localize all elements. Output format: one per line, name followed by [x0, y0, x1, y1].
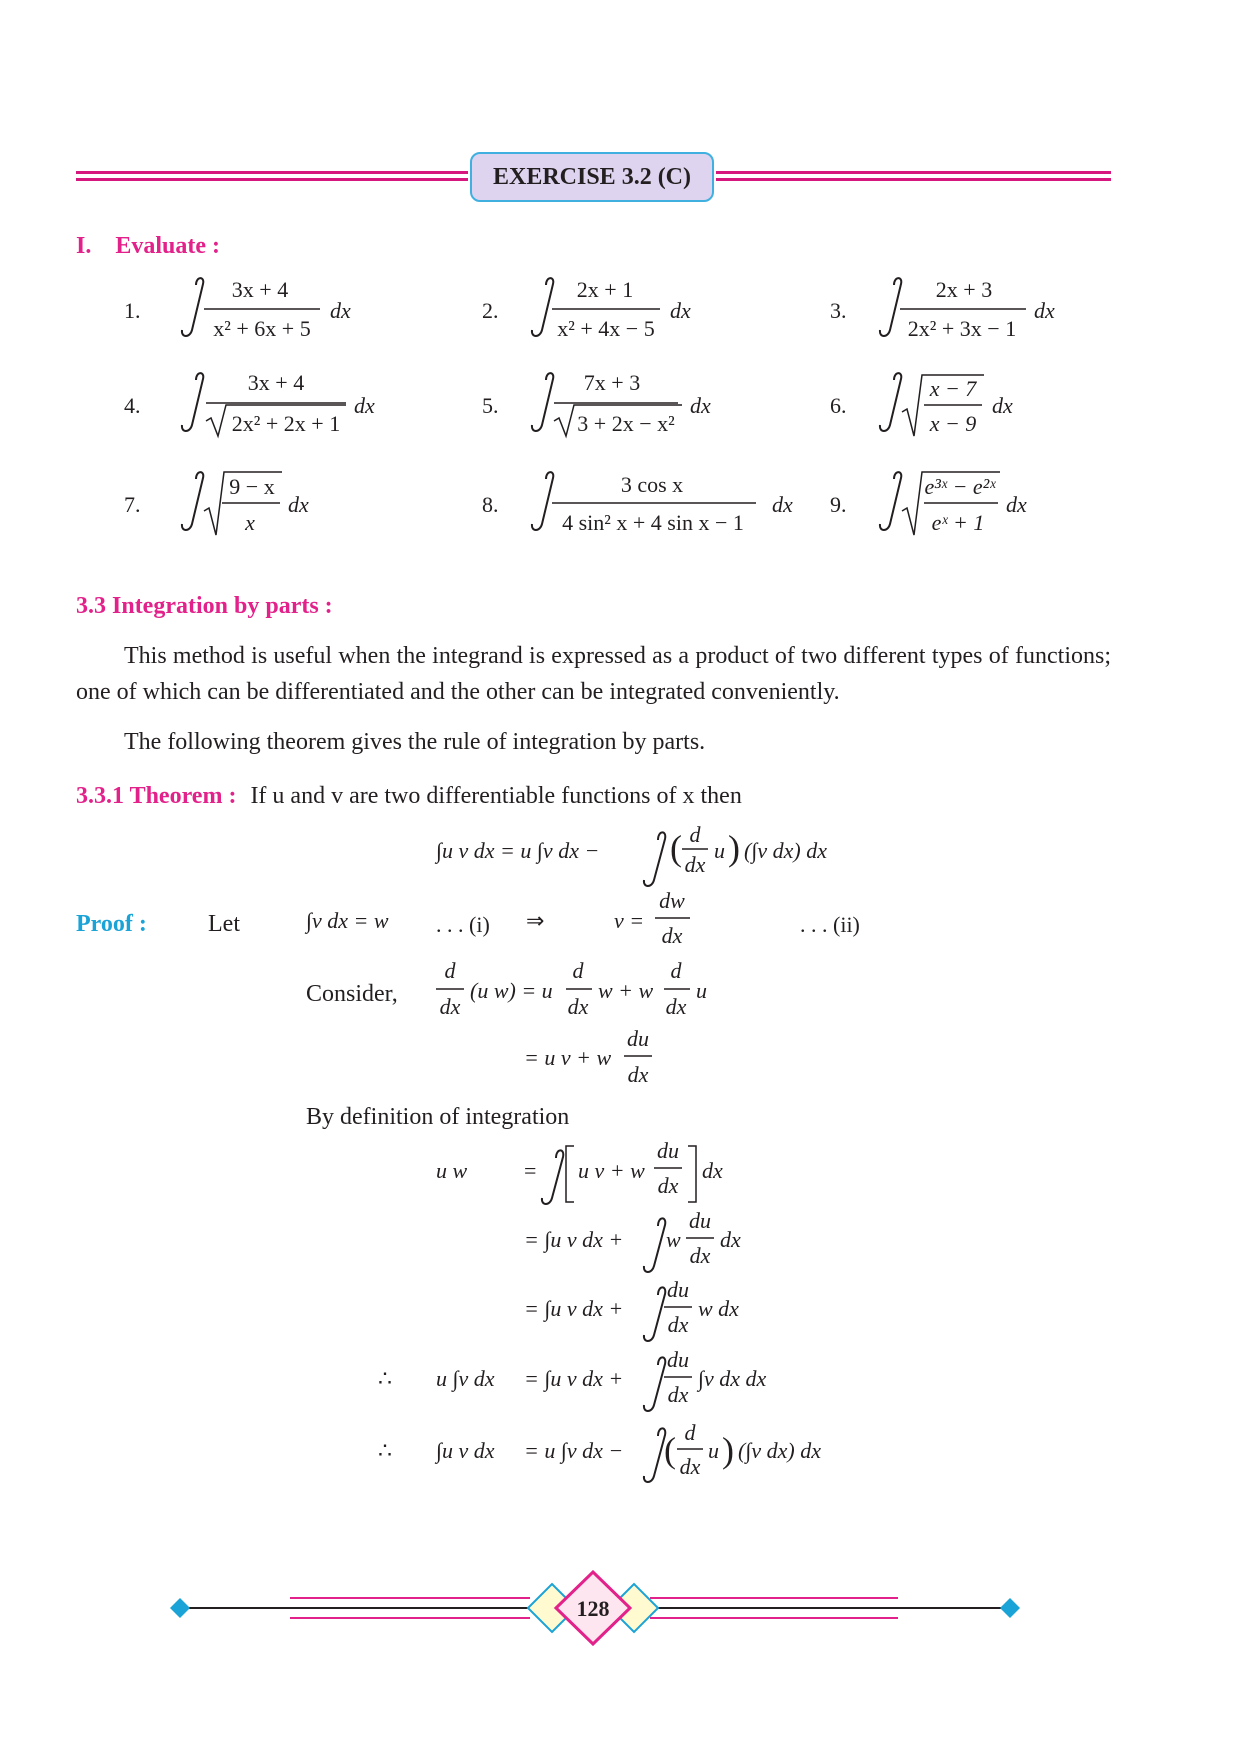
- footer-left-diamond: [170, 1598, 190, 1618]
- svg-text:w dx: w dx: [698, 1296, 739, 1321]
- proof-by-definition: By definition of integration: [306, 1104, 570, 1130]
- proof-consider: Consider,: [306, 981, 398, 1007]
- evaluate-number: I.: [76, 233, 92, 259]
- svg-text:u ∫v dx: u ∫v dx: [436, 1366, 495, 1391]
- svg-text:du: du: [667, 1277, 689, 1302]
- svg-text:= u ∫v dx −: = u ∫v dx −: [524, 1438, 624, 1463]
- svg-text:w: w: [666, 1227, 681, 1252]
- svg-text:(u w) = u: (u w) = u: [470, 978, 553, 1003]
- svg-text:∫u v dx: ∫u v dx: [436, 1438, 495, 1463]
- theorem-formula: ∫u v dx = u ∫v dx −: [436, 838, 600, 863]
- problem-6-denominator: x − 9: [929, 411, 977, 436]
- svg-text:∫v dx = w: ∫v dx = w: [306, 908, 389, 933]
- problem-6-numerator: x − 7: [929, 376, 977, 401]
- svg-text:(: (: [670, 828, 682, 868]
- problem-4-dx: dx: [354, 393, 375, 418]
- proof-label: Proof :: [76, 911, 147, 937]
- footer-ornament: [0, 1570, 1241, 1660]
- svg-text:= ∫u v dx +: = ∫u v dx +: [524, 1227, 624, 1252]
- problem-1-dx: dx: [330, 298, 351, 323]
- proof-tag-ii: . . . (ii): [800, 912, 860, 937]
- problem-1-integral-sign: [182, 278, 203, 336]
- svg-text:dx: dx: [667, 1382, 689, 1407]
- problem-3-numerator: 2x + 3: [935, 277, 993, 302]
- problem-5-number: 5.: [482, 393, 499, 418]
- problem-8-integral-sign: [532, 472, 553, 530]
- problem-9-dx: dx: [1006, 492, 1027, 517]
- svg-text:u: u: [696, 978, 707, 1003]
- svg-text:du: du: [667, 1347, 689, 1372]
- problem-8-numerator: 3 cos x: [620, 472, 684, 497]
- svg-text:(∫v dx) dx: (∫v dx) dx: [738, 1438, 821, 1463]
- problem-4-number: 4.: [124, 393, 141, 418]
- problem-7-number: 7.: [124, 492, 141, 517]
- problem-8-denominator: 4 sin² x + 4 sin x − 1: [562, 510, 744, 535]
- theorem-label: 3.3.1 Theorem :: [76, 783, 237, 809]
- svg-text:v =: v =: [614, 908, 645, 933]
- problem-2-denominator: x² + 4x − 5: [557, 316, 655, 341]
- problem-9-integral-sign: [880, 472, 901, 530]
- problem-6-number: 6.: [830, 393, 847, 418]
- section-title: 3.3 Integration by parts :: [76, 593, 333, 619]
- problem-4-denominator: 2x² + 2x + 1: [231, 411, 341, 436]
- problem-5-denominator: 3 + 2x − x²: [577, 411, 675, 436]
- problem-5-integral-sign: [532, 373, 553, 431]
- problem-3-integral-sign: [880, 278, 901, 336]
- problem-5-dx: dx: [690, 393, 711, 418]
- svg-text:⇒: ⇒: [526, 908, 545, 933]
- problems-svg: [0, 0, 1241, 560]
- svg-text:dx: dx: [661, 923, 683, 948]
- section-paragraph-1: This method is useful when the integrand is expressed as a product of two different types of functions; one of which can be differentiated and the other can be integrated conveniently.: [76, 643, 1111, 705]
- svg-text:dx: dx: [439, 994, 461, 1019]
- svg-text:= ∫u v dx +: = ∫u v dx +: [524, 1366, 624, 1391]
- problem-9-number: 9.: [830, 492, 847, 517]
- svg-text:dx: dx: [657, 1173, 679, 1198]
- svg-text:dx: dx: [689, 1243, 711, 1268]
- svg-text:dx: dx: [627, 1062, 649, 1087]
- problem-1-number: 1.: [124, 298, 141, 323]
- page-number: 128: [576, 1596, 610, 1621]
- problem-2-numerator: 2x + 1: [576, 277, 634, 302]
- problem-3-number: 3.: [830, 298, 847, 323]
- svg-text:u w: u w: [436, 1158, 468, 1183]
- svg-text:): ): [722, 1430, 734, 1470]
- svg-text:u: u: [714, 838, 725, 863]
- svg-text:dw: dw: [659, 888, 685, 913]
- problem-7-denominator: x: [245, 510, 255, 535]
- svg-text:= ∫u v dx +: = ∫u v dx +: [524, 1296, 624, 1321]
- svg-text:∴: ∴: [378, 1366, 392, 1391]
- problem-7-dx: dx: [288, 492, 309, 517]
- problem-1-numerator: 3x + 4: [231, 277, 289, 302]
- svg-text:(: (: [664, 1430, 676, 1470]
- svg-text:d: d: [689, 822, 701, 847]
- exercise-title: EXERCISE 3.2 (C): [492, 163, 692, 190]
- problem-9-numerator: e³ˣ − e²ˣ: [924, 474, 996, 499]
- svg-text:=: =: [524, 1158, 537, 1183]
- theorem-statement: If u and v are two differentiable functions of x then: [250, 783, 742, 809]
- svg-text:dx: dx: [702, 1158, 723, 1183]
- svg-text:d: d: [444, 958, 456, 983]
- problem-8-dx: dx: [772, 492, 793, 517]
- problem-2-number: 2.: [482, 298, 499, 323]
- problem-6-integral-sign: [880, 373, 901, 431]
- svg-text:dx: dx: [684, 852, 706, 877]
- proof-formulas-svg: [0, 800, 1241, 1520]
- proof-let: Let: [208, 911, 240, 937]
- problem-3-denominator: 2x² + 3x − 1: [907, 316, 1017, 341]
- svg-text:dx: dx: [567, 994, 589, 1019]
- svg-text:du: du: [689, 1208, 711, 1233]
- svg-text:u v + w: u v + w: [578, 1158, 645, 1183]
- proof-tag-i: . . . (i): [436, 912, 490, 937]
- svg-text:du: du: [627, 1026, 649, 1051]
- svg-text:du: du: [657, 1138, 679, 1163]
- problem-2-integral-sign: [532, 278, 553, 336]
- problem-3-dx: dx: [1034, 298, 1055, 323]
- svg-text:w + w: w + w: [598, 978, 654, 1003]
- svg-text:d: d: [684, 1420, 696, 1445]
- svg-text:∴: ∴: [378, 1438, 392, 1463]
- svg-text:dx: dx: [667, 1312, 689, 1337]
- svg-text:= u v + w: = u v + w: [524, 1045, 612, 1070]
- svg-text:d: d: [670, 958, 682, 983]
- svg-text:dx: dx: [665, 994, 687, 1019]
- svg-text:d: d: [572, 958, 584, 983]
- problem-1-denominator: x² + 6x + 5: [213, 316, 311, 341]
- problem-4-numerator: 3x + 4: [247, 370, 305, 395]
- footer-right-diamond: [1000, 1598, 1020, 1618]
- problem-4-integral-sign: [182, 373, 203, 431]
- problem-6-dx: dx: [992, 393, 1013, 418]
- problem-2-dx: dx: [670, 298, 691, 323]
- svg-text:dx: dx: [679, 1454, 701, 1479]
- section-paragraph-2: The following theorem gives the rule of integration by parts.: [124, 729, 706, 755]
- svg-text:): ): [728, 828, 740, 868]
- evaluate-label: Evaluate :: [115, 233, 221, 259]
- svg-text:∫v dx dx: ∫v dx dx: [698, 1366, 767, 1391]
- problem-7-numerator: 9 − x: [229, 474, 275, 499]
- problem-9-denominator: eˣ + 1: [931, 510, 985, 535]
- svg-text:(∫v dx) dx: (∫v dx) dx: [744, 838, 827, 863]
- problem-7-integral-sign: [182, 472, 203, 530]
- problem-8-number: 8.: [482, 492, 499, 517]
- svg-text:u: u: [708, 1438, 719, 1463]
- svg-text:dx: dx: [720, 1227, 741, 1252]
- problem-5-numerator: 7x + 3: [583, 370, 641, 395]
